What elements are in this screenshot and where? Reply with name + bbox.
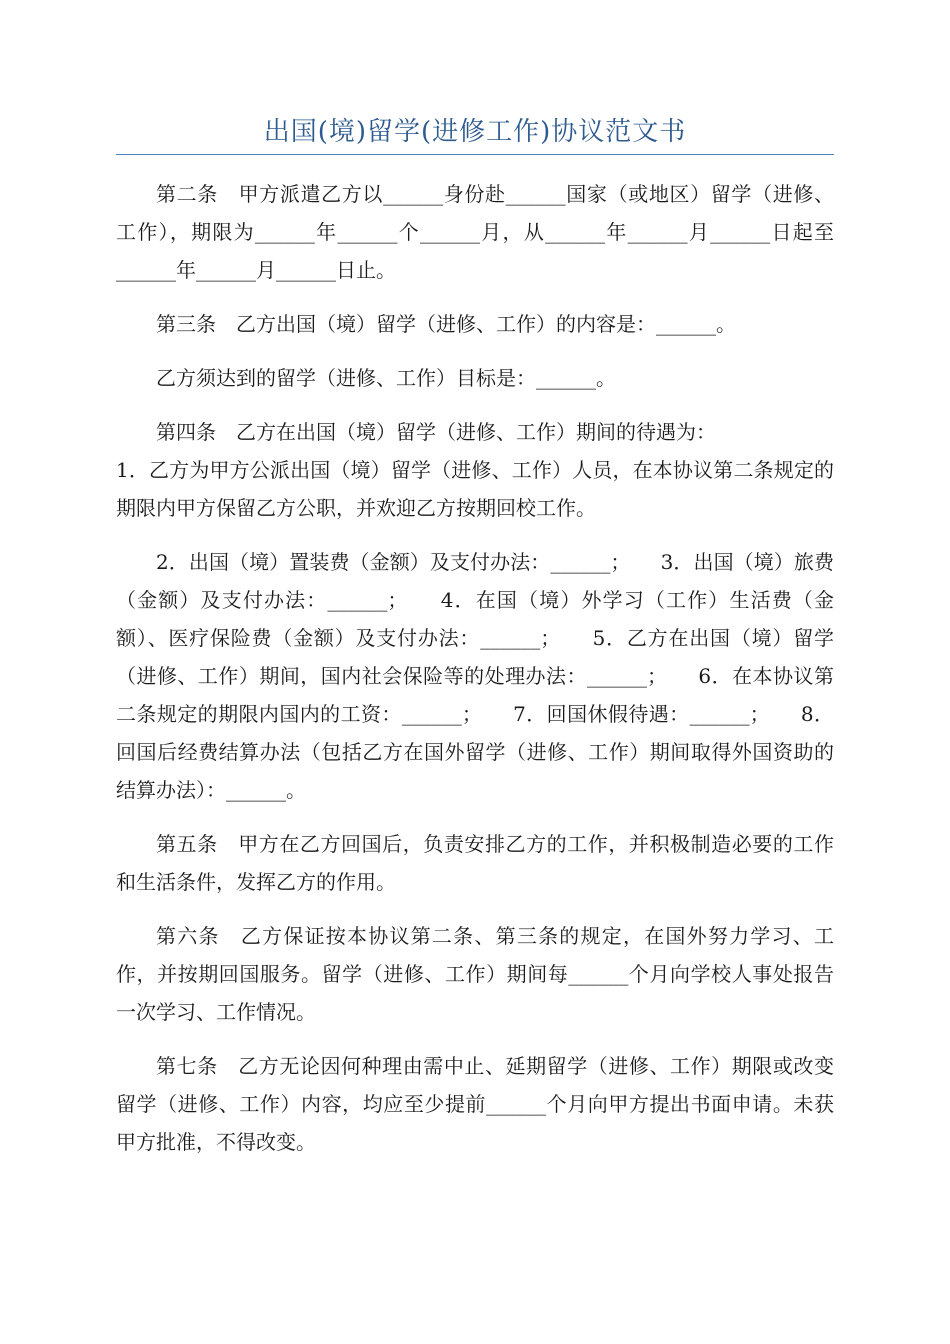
article-3-goal-paragraph: 乙方须达到的留学（进修、工作）目标是：______。 xyxy=(156,366,616,390)
article-7-paragraph: 第七条 乙方无论因何种理由需中止、延期留学（进修、工作）期限或改变留学（进修、工作）内容，均应至少提前______个月向甲方提出书面申请。未获甲方批准，不得改变。 xyxy=(116,1054,834,1154)
article-6-paragraph: 第六条 乙方保证按本协议第二条、第三条的规定，在国外努力学习、工作，并按期回国服务。留学（进修、工作）期间每______个月向学校人事处报告一次学习、工作情况。 xyxy=(116,924,834,1024)
article-3-paragraph: 第三条 乙方出国（境）留学（进修、工作）的内容是：______。 xyxy=(156,312,736,336)
article-4-items-2-8: 2．出国（境）置装费（金额）及支付办法：______； 3．出国（境）旅费（金额）及支付办法：______； 4．在国（境）外学习（工作）生活费（金额）、医疗保险费（金额）及支付办法：______； 5．乙方在出国（境）留学（进修、工作）期间，国内社会保险等的处理办法：______； 6．在本协议第二条规定的期限内国内的工资：______； 7．回国休假待遇：______； 8．回国后经费结算办法（包括乙方在国外留学（进修、工作）期间取得外国资助的结算办法）：______。 xyxy=(116,550,834,802)
document-title: 出国(境)留学(进修工作)协议范文书 xyxy=(263,117,687,147)
article-4-paragraph: 第四条 乙方在出国（境）留学（进修、工作）期间的待遇为： xyxy=(156,420,716,444)
article-5-paragraph: 第五条 甲方在乙方回国后，负责安排乙方的工作，并积极制造必要的工作和生活条件，发挥乙方的作用。 xyxy=(116,832,834,894)
title-underline xyxy=(116,154,834,155)
article-2-paragraph: 第二条 甲方派遣乙方以______身份赴______国家（或地区）留学（进修、工作），期限为______年______个______月，从______年______月______日起至______年______月______日止。 xyxy=(116,182,834,282)
document-body xyxy=(116,175,834,1177)
article-4-item-1: 1．乙方为甲方公派出国（境）留学（进修、工作）人员，在本协议第二条规定的期限内甲方保留乙方公职，并欢迎乙方按期回校工作。 xyxy=(116,458,834,520)
